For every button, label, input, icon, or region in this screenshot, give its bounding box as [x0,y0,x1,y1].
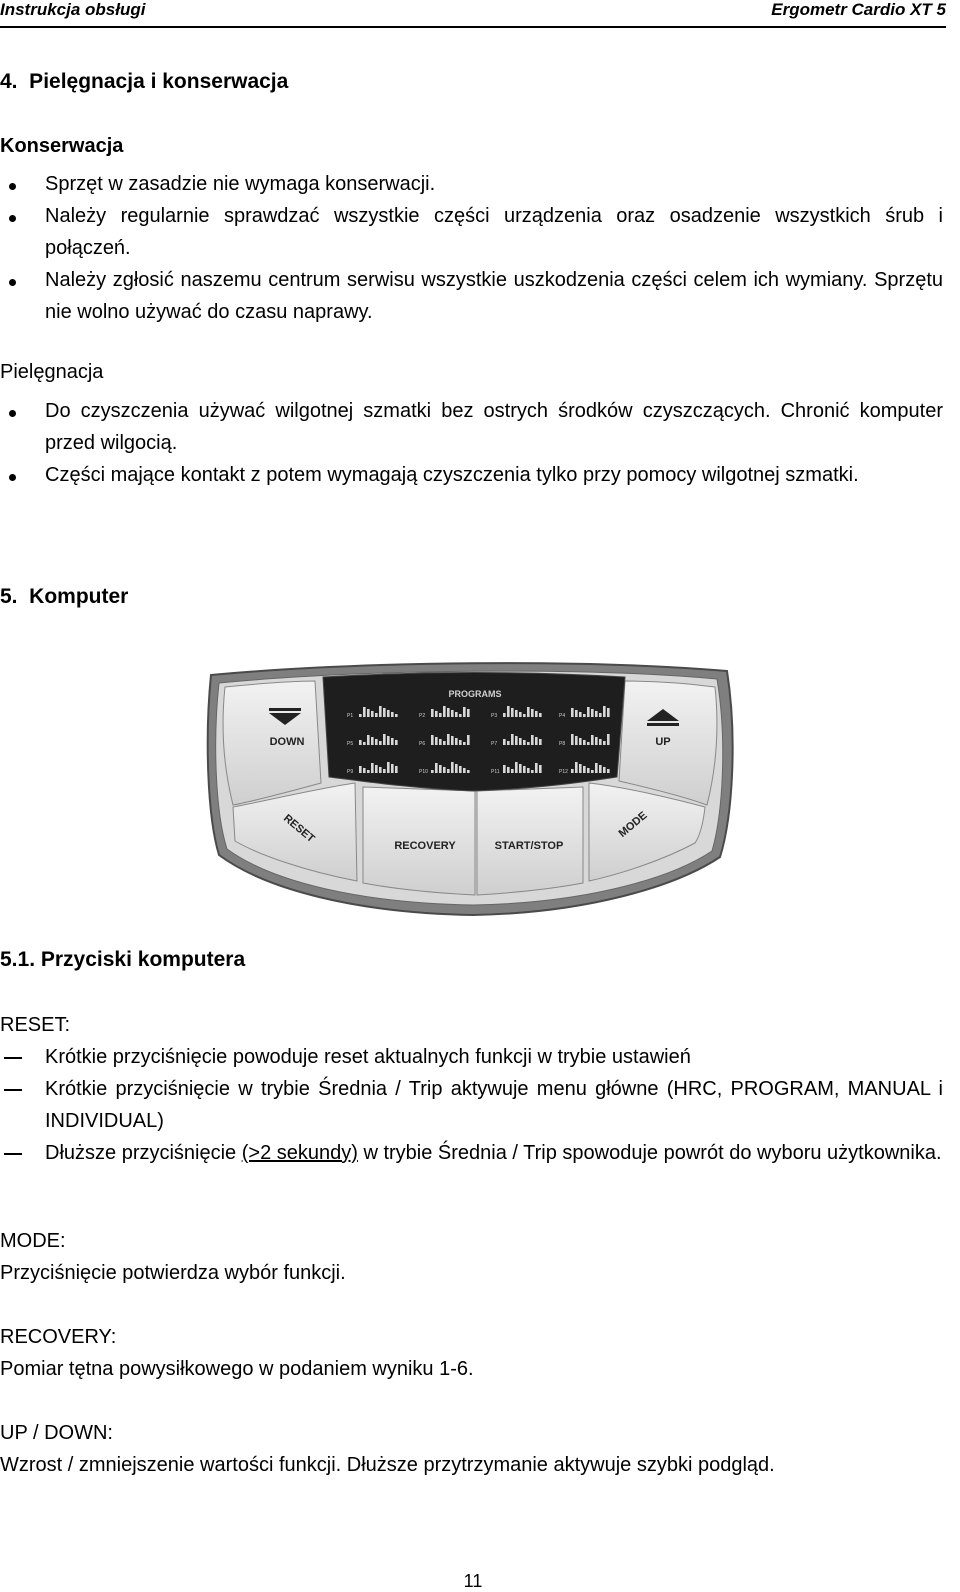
program-profile-bar [583,740,586,745]
program-profile-bar [451,736,454,745]
header-divider [0,26,946,28]
program-profile-bar [515,736,518,745]
program-profile-bar [535,711,538,717]
down-button[interactable] [223,681,321,805]
program-profile-bar [443,741,446,745]
program-profile-bar [391,764,394,773]
program-profile-bar [603,741,606,745]
program-profile-bar [507,767,510,773]
program-profile-bar [367,709,370,717]
program-profile-bar [595,763,598,773]
program-profile-bar [387,710,390,717]
program-profile-bar [587,742,590,745]
program-label: P1 [347,713,354,719]
program-profile-bar [387,762,390,773]
program-profile-bar [371,763,374,773]
mode-text: Przyciśnięcie potwierdza wybór funkcji. [0,1262,346,1284]
recovery-button[interactable] [363,787,475,895]
program-profile-bar [383,708,386,717]
program-profile-bar [503,713,506,717]
bullet-icon [9,183,16,190]
reset-item-1: Krótkie przyciśnięcie powoduje reset aktualnych funkcji w trybie ustawień [45,1046,691,1068]
program-profile-bar [583,766,586,773]
program-profile-bar [383,734,386,745]
updown-heading: UP / DOWN: [0,1422,113,1444]
program-profile-bar [435,763,438,773]
program-profile-bar [375,713,378,717]
program-profile-bar [459,714,462,717]
program-profile-bar [523,766,526,773]
svg-text:START/STOP: START/STOP [494,840,564,852]
program-profile-bar [467,770,470,773]
program-profile-bar [447,769,450,773]
program-label: P9 [347,769,354,775]
program-profile-bar [591,735,594,745]
program-profile-bar [575,710,578,717]
program-profile-bar [583,714,586,717]
recovery-text: Pomiar tętna powysiłkowego w podaniem wyniku 1-6. [0,1358,474,1380]
program-profile-bar [455,738,458,745]
program-profile-bar [591,709,594,717]
program-profile-bar [523,714,526,717]
pielegnacja-item: Części mające kontakt z potem wymagają czyszczenia tylko przy pomocy wilgotnej szmatki. [45,464,859,486]
program-profile-bar [439,765,442,773]
program-profile-bar [463,768,466,773]
program-profile-bar [395,740,398,745]
program-profile-bar [507,741,510,745]
program-profile-bar [363,742,366,745]
program-profile-bar [447,708,450,717]
program-profile-bar [443,706,446,717]
program-profile-bar [539,765,542,773]
program-profile-bar [595,711,598,717]
program-profile-bar [531,735,534,745]
program-label: P4 [559,713,566,719]
recovery-heading: RECOVERY: [0,1326,117,1348]
svg-text:MODE: MODE [616,809,650,840]
program-profile-bar [395,714,398,717]
program-profile-bar [607,769,610,773]
program-profile-bar [511,769,514,773]
program-profile-bar [451,762,454,773]
program-profile-bar [463,742,466,745]
program-profile-bar [603,767,606,773]
pielegnacja-heading: Pielęgnacja [0,361,104,383]
program-profile-bar [359,766,362,773]
program-profile-bar [431,709,434,717]
program-profile-bar [607,734,610,745]
program-label: P5 [347,741,354,747]
program-profile-bar [455,764,458,773]
program-profile-bar [363,707,366,717]
dash-icon [4,1089,22,1091]
program-profile-bar [579,712,582,717]
program-profile-bar [527,742,530,745]
program-profile-bar [431,735,434,745]
reset-heading: RESET: [0,1014,71,1036]
program-profile-bar [359,740,362,745]
pielegnacja-item: Do czyszczenia używać wilgotnej szmatki bez ostrych środków czyszczących. Chronić komputer przed wilgocią. [45,400,943,454]
program-profile-bar [603,706,606,717]
program-profile-bar [363,768,366,773]
program-profile-bar [599,765,602,773]
program-profile-bar [503,765,506,773]
program-label: P7 [491,741,498,747]
section-51-title: 5.1. Przyciski komputera [0,948,246,971]
reset-item-3 [45,1137,943,1169]
program-profile-bar [579,738,582,745]
bullet-icon [9,215,16,222]
program-profile-bar [587,707,590,717]
program-profile-bar [371,737,374,745]
program-profile-bar [607,708,610,717]
program-profile-bar [379,767,382,773]
program-profile-bar [375,739,378,745]
program-profile-bar [515,762,518,773]
bullet-icon [9,474,16,481]
konserwacja-item: Sprzęt w zasadzie nie wymaga konserwacji. [45,173,436,195]
program-profile-bar [519,738,522,745]
program-profile-bar [595,737,598,745]
program-profile-bar [467,709,470,717]
program-profile-bar [571,734,574,745]
section-4-title: 4. Pielęgnacja i konserwacja [0,70,289,93]
program-profile-bar [455,712,458,717]
program-profile-bar [379,706,382,717]
svg-text:RESET: RESET [281,812,317,846]
program-label: P11 [491,769,500,775]
program-profile-bar [515,710,518,717]
updown-text: Wzrost / zmniejszenie wartości funkcji. Dłuższe przytrzymanie aktywuje szybki podgląd. [0,1454,775,1476]
mode-heading: MODE: [0,1230,66,1252]
program-profile-bar [511,708,514,717]
reset-item-3-underlined: (>2 sekundy) [241,1142,358,1164]
program-profile-bar [571,708,574,717]
program-profile-bar [431,770,434,773]
program-profile-bar [467,735,470,745]
program-profile-bar [463,707,466,717]
program-profile-bar [511,734,514,745]
konserwacja-item: Należy regularnie sprawdzać wszystkie części urządzenia oraz osadzenie wszystkich śrub i połączeń. [45,205,943,259]
program-profile-bar [519,712,522,717]
konserwacja-item: Należy zgłosić naszemu centrum serwisu wszystkie uszkodzenia części celem ich wymiany. Sprzętu nie wolno używać do czasu naprawy. [45,269,943,323]
program-profile-bar [575,762,578,773]
program-profile-bar [539,739,542,745]
svg-text:RECOVERY: RECOVERY [394,840,456,852]
header-manual-title: Instrukcja obsługi [0,0,146,19]
program-profile-bar [503,739,506,745]
program-label: P6 [419,741,426,747]
page-number: 11 [463,1571,483,1591]
program-profile-bar [519,764,522,773]
computer-console-image [205,655,740,917]
lcd-programs-title: PROGRAMS [448,689,502,699]
program-profile-bar [539,713,542,717]
program-profile-bar [591,770,594,773]
program-profile-bar [531,709,534,717]
program-profile-bar [367,735,370,745]
program-profile-bar [535,737,538,745]
svg-text:UP: UP [655,736,671,748]
dash-icon [4,1057,22,1059]
program-profile-bar [439,713,442,717]
program-profile-bar [387,736,390,745]
program-label: P3 [491,713,498,719]
program-profile-bar [523,740,526,745]
bullet-icon [9,279,16,286]
program-profile-bar [391,738,394,745]
bullet-icon [9,410,16,417]
program-profile-bar [447,734,450,745]
program-profile-bar [435,711,438,717]
program-profile-bar [507,706,510,717]
reset-item-2: Krótkie przyciśnięcie w trybie Średnia / Trip aktywuje menu główne (HRC, PROGRAM, MANUAL i INDIVIDUAL) [45,1078,943,1132]
program-label: P10 [419,769,428,775]
program-profile-bar [459,766,462,773]
program-profile-bar [359,714,362,717]
header-product-name: Ergometr Cardio XT 5 [771,0,946,19]
program-profile-bar [367,770,370,773]
program-profile-bar [527,768,530,773]
program-profile-bar [571,769,574,773]
program-profile-bar [395,766,398,773]
program-profile-bar [379,741,382,745]
program-profile-bar [383,769,386,773]
reset-item-3-post: w trybie Średnia / Trip spowoduje powrót do wyboru użytkownika. [357,1142,942,1164]
start-stop-button[interactable] [477,787,583,895]
reset-item-3-pre: Dłuższe przyciśnięcie [45,1142,242,1164]
program-profile-bar [587,768,590,773]
program-profile-bar [371,711,374,717]
program-profile-bar [599,739,602,745]
konserwacja-heading: Konserwacja [0,135,124,157]
program-profile-bar [459,740,462,745]
program-profile-bar [527,707,530,717]
program-profile-bar [439,739,442,745]
program-profile-bar [575,736,578,745]
program-profile-bar [451,710,454,717]
program-label: P2 [419,713,426,719]
svg-text:DOWN: DOWN [269,736,305,748]
program-profile-bar [391,712,394,717]
program-label: P8 [559,741,566,747]
section-5-title: 5. Komputer [0,585,129,608]
program-label: P12 [559,769,568,775]
dash-icon [4,1153,22,1155]
program-profile-bar [535,763,538,773]
program-profile-bar [599,713,602,717]
program-profile-bar [375,765,378,773]
program-profile-bar [531,770,534,773]
program-profile-bar [443,767,446,773]
program-profile-bar [435,737,438,745]
program-profile-bar [579,764,582,773]
